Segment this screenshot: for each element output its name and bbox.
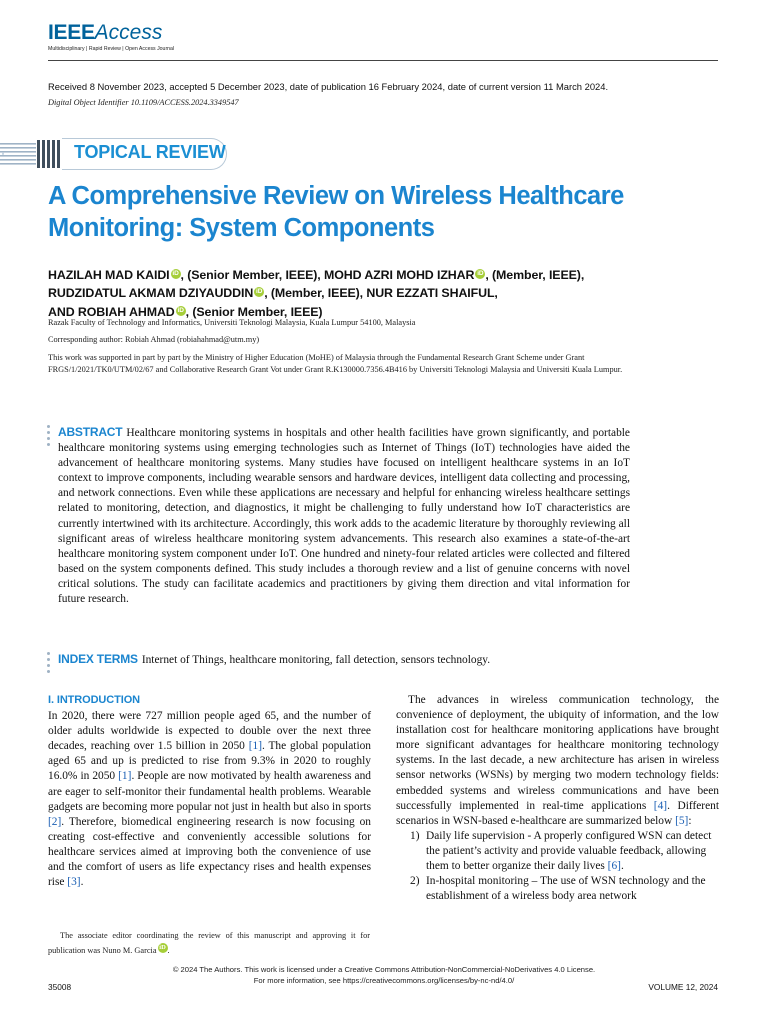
- body-column-right: [396, 693, 719, 904]
- index-terms-text: Internet of Things, healthcare monitoring, fall detection, sensors technology.: [141, 654, 491, 666]
- author-role: , (Senior Member, IEEE): [185, 304, 323, 319]
- author-role: , (Senior Member, IEEE),: [180, 268, 324, 282]
- journal-logo-ieee: IEEE: [48, 21, 95, 44]
- citation-link[interactable]: [5]: [675, 814, 689, 827]
- journal-tagline: Multidisciplinary | Rapid Review | Open Access Journal: [48, 46, 175, 52]
- orcid-icon[interactable]: iD: [177, 306, 184, 314]
- citation-link[interactable]: [2]: [48, 815, 62, 828]
- orcid-icon[interactable]: iD: [172, 270, 179, 277]
- article-type-label: TOPICAL REVIEW: [74, 142, 226, 162]
- funding-statement: This work was supported in part by part by the Ministry of Higher Education (MoHE) of Malaysia through the Fundamental Research Grant Scheme under Grant FRGS/1/2021/TK0/UTM/02/67 and Collaborative Research Grant Vot under Grant R.K130000.7356.4B416 by Universiti Teknologi Malaysia and Universiti Kuala Lumpur.: [48, 353, 623, 374]
- publication-history: Received 8 November 2023, accepted 5 December 2023, date of publication 16 February 2024, date of current version 11 March 2024.: [48, 81, 609, 92]
- citation-link[interactable]: [3]: [67, 876, 81, 889]
- author-name: AND ROBIAH AHMAD: [48, 304, 175, 319]
- abstract-marker-icon: [47, 425, 50, 449]
- list-item: 1) Daily life supervision - A properly configured WSN can detect the patient’s activity and provide valuable feedback, allowing them to better organize their daily lives [6].: [410, 829, 712, 873]
- orcid-icon[interactable]: iD: [256, 288, 263, 296]
- editor-footnote: The associate editor coordinating the review of this manuscript and approving it for publication was Nuno M. Garcia iD .: [48, 931, 370, 955]
- license-line-1: © 2024 The Authors. This work is licensed under a Creative Commons Attribution-NonCommercial-NoDerivatives 4.0 License.: [172, 965, 596, 974]
- list-number: 2): [410, 875, 420, 888]
- citation-link[interactable]: [1]: [118, 770, 132, 783]
- author-role: , (Member, IEEE), NUR EZZATI SHAIFUL,: [264, 286, 498, 301]
- index-terms: [58, 652, 658, 668]
- section-heading: I. INTRODUCTION: [48, 694, 140, 706]
- citation-link[interactable]: [6]: [607, 860, 621, 873]
- page-number: 35008: [48, 982, 72, 992]
- intro-paragraph-1: In 2020, there were 727 million people aged 65, and the number of older adults worldwide is expected to double over the next three decades, reaching over 1.5 billion in 2050 [1]. The global population aged 65 and up is predicted to rise from 9.3% in 2020 to roughly 16.0% in 2050 [1]. People are now motivated by health awareness and are eager to self-monitor their fundamental health problems. Wearable gadgets are becoming more popular not just in health but also in sports [2]. Therefore, biomedical engineering research is now focusing on creating cost-effective and conveniently accessible solutions for healthcare services aimed at improving both the convenience of use and the comfort of users as life expectancy rises and health expenses rise [3].: [48, 710, 371, 889]
- header-divider: [48, 60, 718, 61]
- license-line-2[interactable]: For more information, see https://creativecommons.org/licenses/by-nc-nd/4.0/: [253, 976, 515, 985]
- affiliation: Razak Faculty of Technology and Informatics, Universiti Teknologi Malaysia, Kuala Lumpur 54100, Malaysia: [48, 318, 416, 327]
- author-list: [48, 266, 738, 321]
- orcid-icon[interactable]: iD: [159, 943, 166, 951]
- list-item: 2) In-hospital monitoring – The use of WSN technology and the establishment of a wireless body area network: [410, 875, 706, 903]
- volume-info: VOLUME 12, 2024: [648, 982, 718, 992]
- intro-paragraph-2: The advances in wireless communication technology, the convenience of deployment, the ubiquity of information, and the low installation cost for healthcare monitoring applications have brought more significant advantages for healthcare monitoring technology systems. In the last decade, a new architecture has arisen in wireless sensor networks (WSNs) by merging two modern technology fields: embedded systems and wireless communications and have been successfully implemented in real-time applications [4]. Different scenarios in WSN-based e-healthcare are summarized below [5]:: [396, 694, 720, 827]
- abstract-text: Healthcare monitoring systems in hospitals and other health facilities have grown significantly, and portable healthcare monitoring systems using emerging technologies such as Internet of Things (IoT) technologies have aided the advancement of healthcare monitoring systems. Many studies have focused on intelligent healthcare systems in an IoT context to improve components, including wearable sensors and hardware devices, intelligent data collecting and processing, and network connections. Even while these applications are necessary and helpful for enhancing wireless healthcare settings related to monitoring, detection, and diagnostics, it might be challenging to fully understand how IoT characteristics are currently intertwined with its architecture. Accordingly, this work adds to the academic literature by thoroughly reviewing all significant areas of wireless healthcare monitoring system advancements. This research also examines a state-of-the-art healthcare monitoring system component under IoT. One hundred and ninety-four related articles were collected and filtered based on the system components defined. This study includes a thorough review and a list of genuine concerns with novel critical solutions. The study can facilitate academics and practitioners by giving them direction and vital information for future research.: [58, 427, 630, 606]
- abstract-heading: ABSTRACT: [58, 425, 123, 439]
- index-terms-heading: INDEX TERMS: [58, 652, 138, 666]
- index-terms-marker-icon: [47, 652, 50, 676]
- author-name: RUDZIDATUL AKMAM DZIYAUDDIN: [48, 286, 254, 301]
- corresponding-author: Corresponding author: Robiah Ahmad (robiahahmad@utm.my): [48, 335, 260, 344]
- article-title: A Comprehensive Review on Wireless Healthcare Monitoring: System Components: [48, 182, 624, 242]
- citation-link[interactable]: [1]: [248, 740, 262, 753]
- body-column-left: [48, 693, 371, 890]
- orcid-icon[interactable]: iD: [477, 270, 484, 277]
- abstract: [58, 425, 630, 607]
- doi: Digital Object Identifier 10.1109/ACCESS.2024.3349547: [48, 98, 239, 107]
- journal-logo: [48, 22, 162, 43]
- journal-logo-access: Access: [94, 21, 163, 44]
- author-name: MOHD AZRI MOHD IZHAR: [324, 268, 475, 282]
- author-name: HAZILAH MAD KAIDI: [48, 268, 170, 282]
- citation-link[interactable]: [4]: [653, 799, 668, 812]
- list-number: 1): [410, 829, 420, 842]
- author-role: , (Member, IEEE),: [485, 268, 585, 282]
